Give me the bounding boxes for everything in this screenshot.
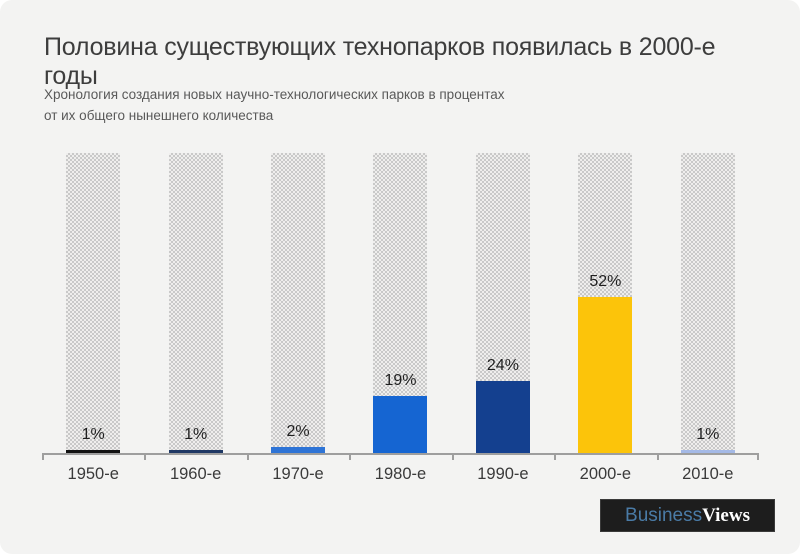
- bar-fill-2000-е: [578, 297, 632, 453]
- bar-value-label: 52%: [589, 273, 622, 290]
- bar-value-label: 24%: [486, 357, 519, 374]
- bar-fill-1980-е: [373, 396, 427, 453]
- bar-fill-1950-е: [66, 450, 120, 453]
- bar-track: [271, 153, 325, 453]
- x-axis-label-1990-е: 1990-е: [477, 465, 529, 483]
- chart-title: Половина существующих технопарков появилась в 2000-е годы: [44, 33, 716, 90]
- bar-fill-1990-е: [476, 381, 530, 453]
- bar-cell-2000-е: [554, 152, 656, 453]
- x-axis-tick: [757, 453, 759, 460]
- bar-cell-1950-е: [42, 152, 144, 453]
- bar-value-label: 1%: [184, 426, 208, 443]
- x-axis-tick: [42, 453, 44, 460]
- chart-subtitle-line2: от их общего нынешнего количества: [44, 107, 274, 123]
- bar-value-label: 1%: [81, 426, 105, 443]
- bar-value-label: 1%: [696, 426, 720, 443]
- x-axis-label-2010-е: 2010-е: [682, 465, 734, 483]
- x-axis-label-1960-е: 1960-е: [169, 465, 222, 483]
- businessviews-logo: [600, 499, 775, 532]
- bar-chart: [42, 152, 759, 502]
- bar-value-label: 19%: [384, 372, 417, 389]
- x-axis-tick: [452, 453, 454, 460]
- x-axis-tick: [349, 453, 351, 460]
- x-axis-tick: [144, 453, 146, 460]
- x-axis-label-2000-е: 2000-е: [579, 465, 632, 483]
- x-axis-line: [42, 453, 759, 455]
- bar-track: [681, 153, 735, 453]
- x-axis-label-1970-е: 1970-е: [272, 465, 324, 483]
- bar-cell-1970-е: [247, 152, 349, 453]
- x-axis-tick: [247, 453, 249, 460]
- bar-fill-1970-е: [271, 447, 325, 453]
- bar-fill-2010-е: [681, 450, 735, 453]
- chart-subtitle-line1: Хронология создания новых научно-технологических парков в процентах: [44, 87, 505, 102]
- bar-cell-1980-е: [349, 152, 451, 453]
- bar-cell-1990-е: [452, 152, 554, 453]
- brand-text-views: Views: [702, 504, 750, 526]
- bar-fill-1960-е: [169, 450, 223, 453]
- bar-track: [169, 153, 223, 453]
- bar-cell-1960-е: [144, 152, 246, 453]
- x-axis-tick: [657, 453, 659, 460]
- bar-value-label: 2%: [286, 423, 310, 440]
- brand-text-business: Business: [625, 504, 703, 526]
- x-axis-tick: [554, 453, 556, 460]
- chart-subtitle: [44, 85, 604, 127]
- bar-cell-2010-е: [657, 152, 759, 453]
- x-axis-label-1980-е: 1980-е: [374, 465, 427, 483]
- x-axis-label-1950-е: 1950-е: [67, 465, 119, 483]
- bar-track: [66, 153, 120, 453]
